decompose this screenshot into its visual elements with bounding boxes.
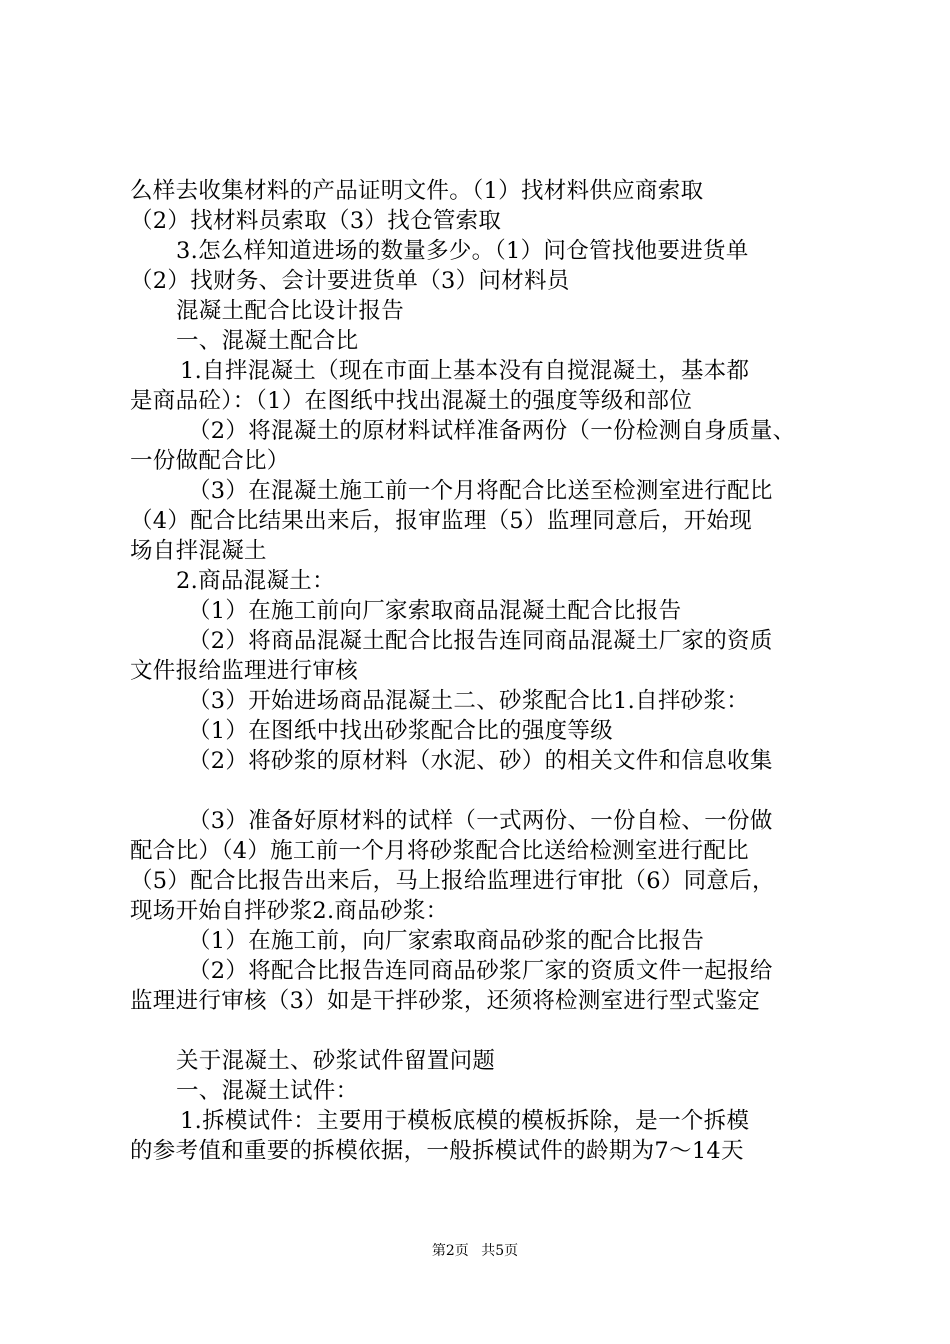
text-line: （2）找财务、会计要进货单（3）问材料员: [130, 268, 570, 294]
text-line: （2）将配合比报告连同商品砂浆厂家的资质文件一起报给: [188, 958, 773, 984]
text-line: 的参考值和重要的拆模依据，一般拆模试件的龄期为7～14天: [130, 1138, 744, 1164]
text-line: （2）将商品混凝土配合比报告连同商品混凝土厂家的资质: [188, 628, 773, 654]
page-footer: [0, 1241, 950, 1261]
text-line: 现场开始自拌砂浆2.商品砂浆：: [130, 898, 449, 924]
page-total: 共5页: [481, 1243, 519, 1259]
text-line: 配合比）（4）施工前一个月将砂浆配合比送给检测室进行配比: [130, 838, 749, 864]
text-line: （4）配合比结果出来后，报审监理（5）监理同意后，开始现: [130, 508, 753, 534]
text-line: 1.自拌混凝土（现在市面上基本没有自搅混凝土，基本都: [180, 358, 750, 384]
text-line: 1.拆模试件：主要用于模板底模的模板拆除，是一个拆模: [180, 1108, 750, 1134]
text-line: 场自拌混凝土: [130, 538, 267, 564]
text-line: （5）配合比报告出来后，马上报给监理进行审批（6）同意后，: [130, 868, 775, 894]
text-line: 文件报给监理进行审核: [130, 658, 359, 684]
section-heading: 混凝土配合比设计报告: [176, 298, 405, 324]
text-line: （3）开始进场商品混凝土二、砂浆配合比1.自拌砂浆：: [188, 688, 750, 714]
text-line: 监理进行审核（3）如是干拌砂浆，还须将检测室进行型式鉴定: [130, 988, 761, 1014]
text-line: （2）将砂浆的原材料（水泥、砂）的相关文件和信息收集: [188, 748, 773, 774]
text-line: （3）在混凝土施工前一个月将配合比送至检测室进行配比: [188, 478, 773, 504]
text-line: （1）在施工前，向厂家索取商品砂浆的配合比报告: [188, 928, 705, 954]
text-line: 是商品砼）：（1）在图纸中找出混凝土的强度等级和部位: [130, 388, 693, 414]
page-number: 第2页: [431, 1243, 469, 1259]
text-line: 么样去收集材料的产品证明文件。（1）找材料供应商索取: [130, 178, 704, 204]
subsection-heading: 一、混凝土试件：: [176, 1078, 359, 1104]
text-line: （2）将混凝土的原材料试样准备两份（一份检测自身质量、: [188, 418, 796, 444]
blank-line: [130, 1016, 830, 1046]
blank-line: [130, 776, 830, 806]
text-line: （2）找材料员索取（3）找仓管索取: [130, 208, 502, 234]
text-line: 一份做配合比）: [130, 448, 290, 474]
text-line: （1）在图纸中找出砂浆配合比的强度等级: [188, 718, 614, 744]
document-body: [130, 176, 830, 1166]
subsection-heading: 一、混凝土配合比: [176, 328, 359, 354]
text-line: （3）准备好原材料的试样（一式两份、一份自检、一份做: [188, 808, 773, 834]
text-line: （1）在施工前向厂家索取商品混凝土配合比报告: [188, 598, 682, 624]
text-line: 3.怎么样知道进场的数量多少。（1）问仓管找他要进货单: [176, 238, 749, 264]
text-line: 2.商品混凝土：: [176, 568, 335, 594]
section-heading: 关于混凝土、砂浆试件留置问题: [176, 1048, 496, 1074]
